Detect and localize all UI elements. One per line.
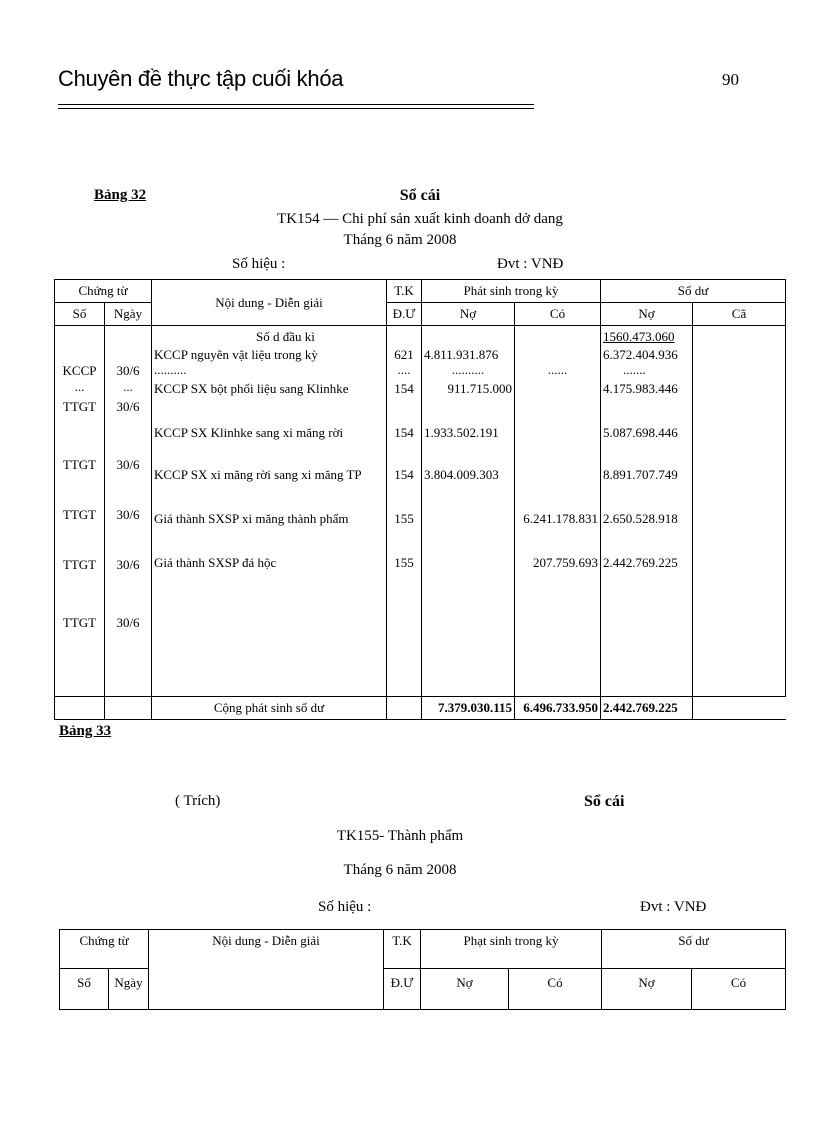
table-row: TTGT — [62, 615, 97, 630]
table33-period: Tháng 6 năm 2008 — [343, 862, 457, 878]
table-row: 6.372.404.936 — [603, 347, 678, 362]
total-debit: 7.379.030.115 — [422, 697, 515, 720]
table33-ref-label: Số hiệu : — [318, 899, 372, 915]
table32-total-row — [55, 697, 786, 720]
table-row: ...... — [547, 362, 568, 377]
table33-caption: Bảng 33 — [59, 723, 112, 739]
opening-balance-value: 1560.473.060 — [603, 329, 675, 344]
debit-column — [422, 326, 515, 697]
table-row: KCCP — [62, 363, 97, 378]
table-row: 30/6 — [116, 507, 140, 522]
table-row: 5.087.698.446 — [603, 425, 678, 440]
debit-header: Nợ — [421, 969, 509, 1010]
table32-body — [55, 326, 786, 697]
balance-debit-column — [601, 326, 693, 697]
description-column — [152, 326, 387, 697]
table32-account: TK154 — Chi phí sản xuất kinh doanh dở dang — [277, 211, 563, 227]
description-header: Nội dung - Diễn giải — [149, 930, 384, 1010]
credit-column — [515, 326, 601, 697]
total-balance: 2.442.769.225 — [601, 697, 693, 720]
table-row: 6.241.178.831 — [523, 511, 599, 526]
table-row: 155 — [394, 511, 414, 526]
table-row: 3.804.009.303 — [424, 467, 499, 482]
account-header-top: T.K — [384, 930, 421, 969]
balance-debit-header: Nợ — [602, 969, 692, 1010]
table-row: 4.175.983.446 — [603, 381, 678, 396]
balance-credit-header: Có — [692, 969, 786, 1010]
account-header-bottom: Đ.Ư — [387, 303, 422, 326]
table33-account: TK155- Thành phẩm — [336, 828, 464, 844]
table-row: 30/6 — [116, 615, 140, 630]
table-row — [107, 418, 149, 454]
account-column — [387, 326, 422, 697]
balance-credit-column — [693, 326, 786, 697]
balance-debit-header: Nợ — [601, 303, 693, 326]
balance-credit-header: Cã — [693, 303, 786, 326]
table33-extract-label: ( Trích) — [175, 793, 221, 809]
table-row: TTGT — [62, 507, 97, 522]
table-row: Giá thành SXSP xi măng thành phẩm — [154, 511, 349, 526]
table-row: 30/6 — [116, 363, 140, 378]
table-row: ... — [123, 379, 133, 394]
table32 — [54, 279, 786, 720]
voucher-number-column — [55, 326, 105, 697]
table33 — [59, 929, 786, 1010]
credit-header: Có — [515, 303, 601, 326]
movement-header: Phạt sinh trong kỳ — [421, 930, 602, 969]
header-rule-top — [58, 104, 534, 105]
voucher-header: Chứng từ — [60, 930, 149, 969]
table-row: .......... — [451, 362, 485, 377]
opening-balance-label: Số d đầu kì — [256, 329, 315, 344]
total-credit: 6.496.733.950 — [515, 697, 601, 720]
table33-unit: Đvt : VNĐ — [640, 899, 707, 915]
table-row: KCCP SX Klinhke sang xi măng rời — [154, 425, 344, 440]
table-row: 154 — [394, 381, 414, 396]
description-header: Nội dung - Diễn giải — [152, 280, 387, 326]
account-header-top: T.K — [387, 280, 422, 303]
table-row: ... — [74, 379, 85, 394]
table-row: TTGT — [62, 399, 97, 414]
document-title: Chuyên đề thực tập cuối khóa — [58, 66, 344, 91]
table32-title: Sổ cái — [399, 187, 441, 204]
table32-period: Tháng 6 năm 2008 — [343, 232, 457, 248]
number-header: Số — [55, 303, 105, 326]
table-row: .......... — [154, 362, 187, 377]
table-row — [57, 418, 102, 454]
table-row: 155 — [394, 555, 414, 570]
table-row: 4.811.931.876 — [424, 347, 499, 362]
table-row: 30/6 — [116, 557, 140, 572]
table33-title: Sổ cái — [584, 793, 625, 810]
table32-ref-label: Số hiệu : — [232, 256, 286, 272]
account-header-bottom: Đ.Ư — [384, 969, 421, 1010]
table-row: 2.650.528.918 — [603, 511, 678, 526]
date-header: Ngày — [109, 969, 149, 1010]
table32-unit: Đvt : VNĐ — [497, 256, 564, 272]
page-number: 90 — [722, 70, 739, 89]
table-row: 154 — [394, 425, 414, 440]
table-row: 621 — [394, 347, 414, 362]
table-row: KCCP SX xi măng rời sang xi măng TP — [154, 467, 362, 482]
table-row: ....... — [623, 362, 646, 377]
table-row: 30/6 — [116, 399, 140, 414]
table-row: 154 — [394, 467, 414, 482]
table33-header-row-1 — [60, 930, 786, 969]
balance-header: Số dư — [601, 280, 786, 303]
number-header: Số — [60, 969, 109, 1010]
table32-caption: Bảng 32 — [94, 187, 147, 203]
table-row: 2.442.769.225 — [603, 555, 678, 570]
table-row: 911.715.000 — [447, 381, 512, 396]
table-row: TTGT — [62, 557, 97, 572]
table-row: KCCP nguyên vật liệu trong kỳ — [154, 347, 318, 362]
table-row: KCCP SX bột phối liệu sang Klinhke — [154, 381, 349, 396]
table32-header-row-1 — [55, 280, 786, 303]
table-row: TTGT — [62, 457, 97, 472]
header-rule-bottom — [58, 108, 534, 109]
table-row: Giá thành SXSP đá hộc — [154, 555, 277, 570]
credit-header: Có — [509, 969, 602, 1010]
voucher-date-column — [105, 326, 152, 697]
table-row: 207.759.693 — [533, 555, 599, 570]
total-label: Cộng phát sinh số dư — [152, 697, 387, 720]
table-row — [517, 378, 598, 508]
voucher-header: Chứng từ — [55, 280, 152, 303]
date-header: Ngày — [105, 303, 152, 326]
table-row: 30/6 — [116, 457, 140, 472]
table-row: 1.933.502.191 — [424, 425, 499, 440]
table-row: 8.891.707.749 — [603, 467, 678, 482]
table-row: .... — [397, 362, 411, 377]
movement-header: Phát sinh trong kỳ — [422, 280, 601, 303]
debit-header: Nợ — [422, 303, 515, 326]
balance-header: Số dư — [602, 930, 786, 969]
